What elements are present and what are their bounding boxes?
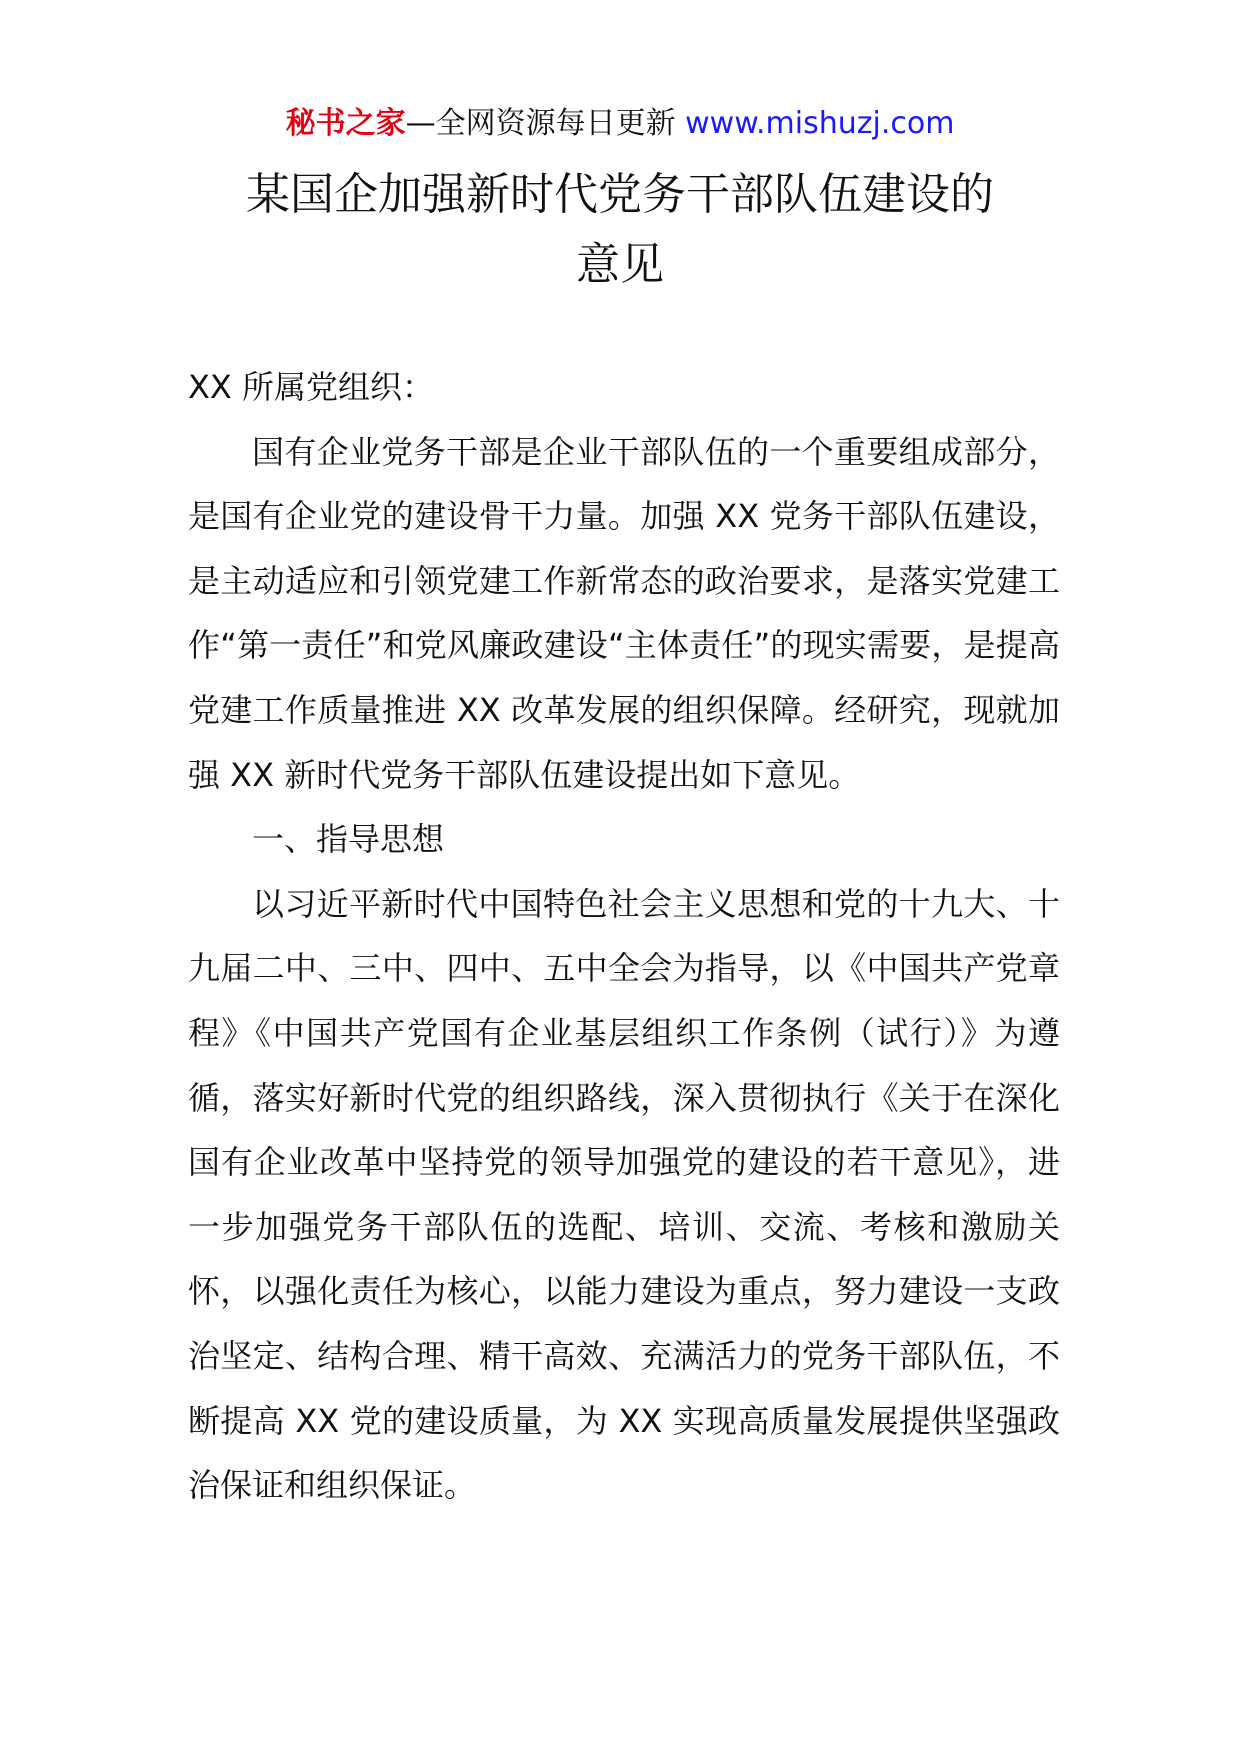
paragraph-intro: 国有企业党务干部是企业干部队伍的一个重要组成部分，是国有企业党的建设骨干力量。加强 XX 党务干部队伍建设，是主动适应和引领党建工作新常态的政治要求，是落实党建工作“第一责任”和党风廉政建设“主体责任”的现实需要，是提高党建工作质量推进 XX 改革发展的组织保障。经研究，现就加强 XX 新时代党务干部队伍建设提出如下意见。 [188,432,1060,794]
banner-tagline: —全网资源每日更新 [405,106,686,141]
banner-brand: 秘书之家 [285,106,406,141]
salutation: XX 所属党组织： [188,368,435,406]
section-heading-guiding-ideology: 一、指导思想 [252,820,445,859]
watermark-banner [0,102,1240,146]
title-line-2: 意见 [576,239,664,290]
banner-site-link[interactable]: www.mishuzj.com [685,106,955,141]
title-line-1: 某国企加强新时代党务干部队伍建设的 [246,169,994,220]
paragraph-guiding-ideology: 以习近平新时代中国特色社会主义思想和党的十九大、十九届二中、三中、四中、五中全会为指导，以《中国共产党章程》《中国共产党国有企业基层组织工作条例（试行）》为遵循，落实好新时代党的组织路线，深入贯彻执行《关于在深化国有企业改革中坚持党的领导加强党的建设的若干意见》，进一步加强党务干部队伍的选配、培训、交流、考核和激励关怀，以强化责任为核心，以能力建设为重点，努力建设一支政治坚定、结构合理、精干高效、充满活力的党务干部队伍，不断提高 XX 党的建设质量，为 XX 实现高质量发展提供坚强政治保证和组织保证。 [188,884,1060,1505]
document-title [150,160,1090,300]
document-body [188,355,1060,1518]
